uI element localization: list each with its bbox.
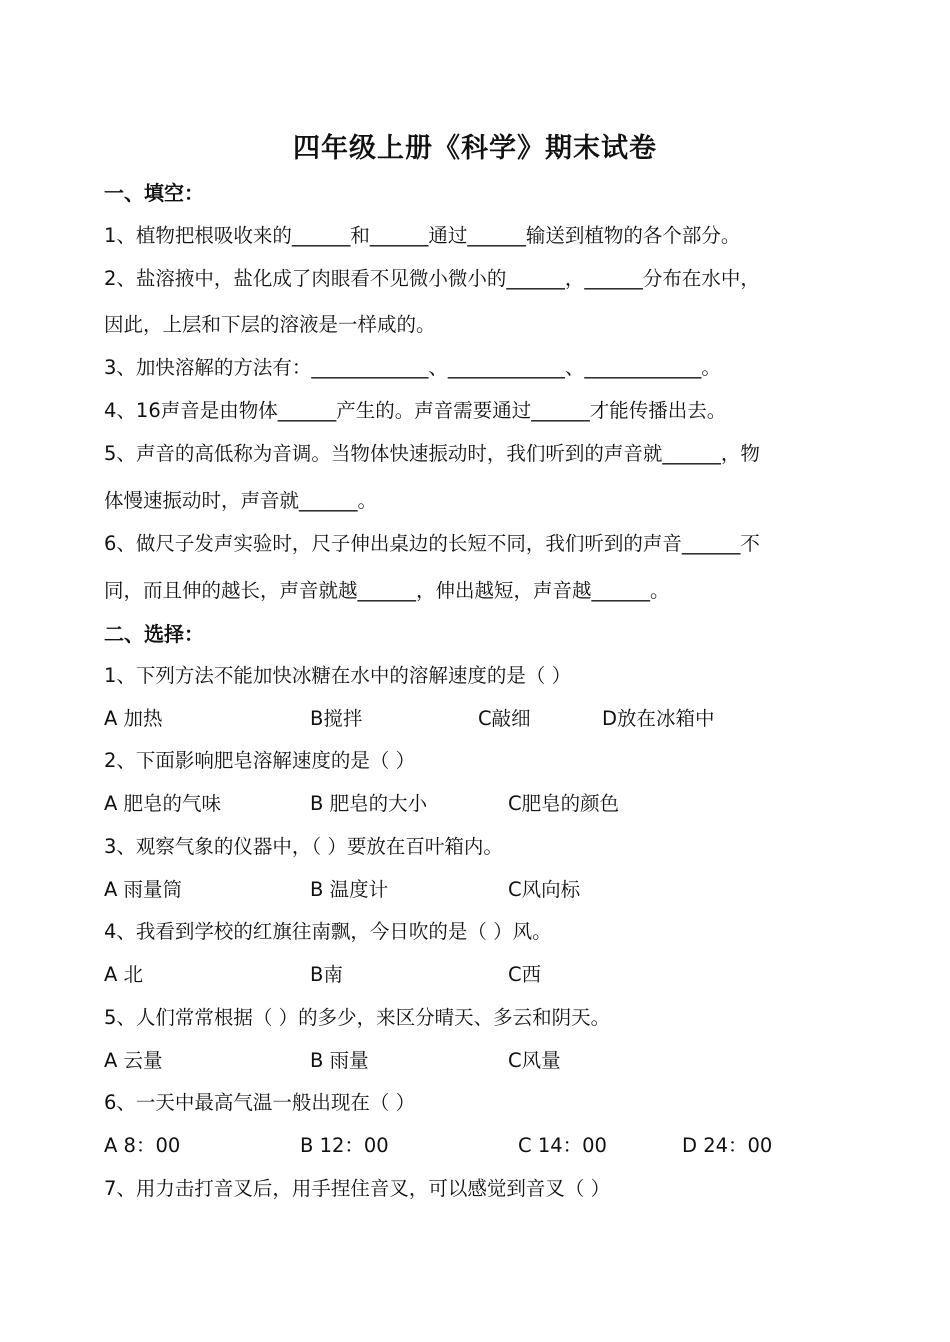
fill-question-line: 5、声音的高低称为音调。当物体快速振动时，我们听到的声音就______，物 [104,442,760,465]
choice-option: A 加热 [104,707,163,730]
choice-option: B南 [310,963,343,986]
choice-question: 2、下面影响肥皂溶解速度的是（ ） [104,749,416,772]
choice-question: 1、下列方法不能加快冰糖在水中的溶解速度的是（ ） [104,664,572,687]
choice-options [104,874,864,900]
choice-option: A 肥皂的气味 [104,792,222,815]
choice-question: 7、用力击打音叉后，用手捏住音叉，可以感觉到音叉（ ） [104,1177,611,1200]
page-title: 四年级上册《科学》期末试卷 [293,133,657,164]
choice-option: A 云量 [104,1049,163,1072]
fill-question-line: 体慢速振动时，声音就______。 [104,489,378,512]
section-heading-choice: 二、选择： [104,622,204,646]
choice-question: 4、我看到学校的红旗往南飘，今日吹的是（ ）风。 [104,920,552,943]
choice-question: 3、观察气象的仪器中，（ ）要放在百叶箱内。 [104,835,503,858]
choice-option: C风量 [508,1049,561,1072]
fill-question-line: 2、盐溶掖中，盐化成了肉眼看不见微小微小的______，______分布在水中， [104,267,760,290]
choice-question: 5、人们常常根据（ ）的多少，来区分晴天、多云和阴天。 [104,1006,611,1029]
choice-option: C敲细 [478,707,531,730]
choice-option: A 雨量筒 [104,878,183,901]
choice-option: B 温度计 [310,878,389,901]
fill-question-line: 同，而且伸的越长，声音就越______，伸出越短，声音越______。 [104,579,670,602]
choice-question: 6、一天中最高气温一般出现在（ ） [104,1091,416,1114]
choice-option: C西 [508,963,542,986]
fill-question-line: 3、加快溶解的方法有：____________、____________、____________。 [104,356,721,379]
choice-options [104,1045,864,1071]
choice-options [104,959,864,985]
choice-option: C风向标 [508,878,581,901]
choice-option: B 肥皂的大小 [310,792,428,815]
choice-options [104,703,864,729]
fill-question-line: 6、做尺子发声实验时，尺子伸出桌边的长短不同，我们听到的声音______不 [104,532,760,555]
choice-option: D 24：00 [682,1134,773,1157]
choice-option: B 雨量 [310,1049,369,1072]
choice-options [104,1130,864,1156]
choice-option: D放在冰箱中 [602,707,715,730]
choice-option: A 8：00 [104,1134,181,1157]
choice-option: B 12：00 [300,1134,389,1157]
choice-option: C肥皂的颜色 [508,792,620,815]
choice-option: C 14：00 [518,1134,607,1157]
fill-question-line: 4、16声音是由物体______产生的。声音需要通过______才能传播出去。 [104,399,727,422]
choice-options [104,788,864,814]
section-heading-fill-in: 一、填空： [104,181,204,205]
fill-question-line: 因此，上层和下层的溶液是一样咸的。 [104,313,436,336]
choice-option: B搅拌 [310,707,363,730]
choice-option: A 北 [104,963,144,986]
fill-question-line: 1、植物把根吸收来的______和______通过______输送到植物的各个部分。 [104,224,741,247]
